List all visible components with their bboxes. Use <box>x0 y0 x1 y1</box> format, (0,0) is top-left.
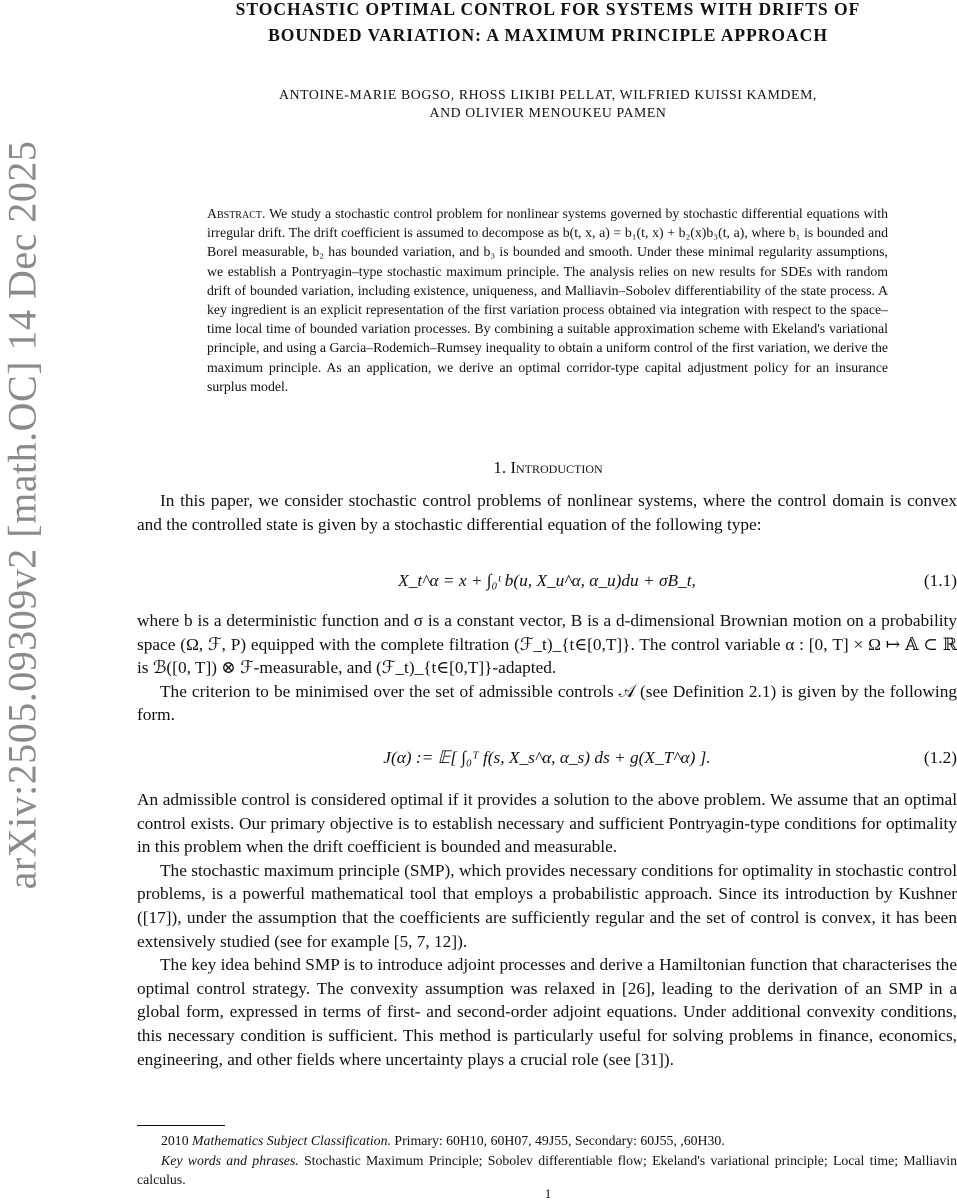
equation-1-2 <box>137 748 957 778</box>
equation-1-1 <box>137 571 957 601</box>
abstract-text: We study a stochastic control problem for nonlinear systems governed by stochastic differential equations with irregular drift. The drift coefficient is assumed to decompose as b(t, x, a) = b₁(t, x) + b₂(x)b₃(t, a), where b₁ is bounded and Borel measurable, b₂ has bounded variation, and b₃ is bounded and smooth. Under these minimal regularity assumptions, we establish a Pontryagin–type stochastic maximum principle. The analysis relies on new results for SDEs with random drift of bounded variation, including existence, uniqueness, and Malliavin–Sobolev differentiability of the state process. A key ingredient is an explicit representation of the first variation process obtained via integration with respect to the space–time local time of bounded variation processes. By combining a suitable approximation scheme with Ekeland's variational principle, and using a Garcia–Rodemich–Rumsey inequality to obtain a uniform control of the first variation, we derive the maximum principle. As an application, we derive an optimal corridor-type capital adjustment policy for an insurance surplus model. <box>207 206 888 394</box>
paragraph-4: An admissible control is considered optimal if it provides a solution to the above problem. We assume that an optimal control exists. Our primary objective is to establish necessary and sufficient Pontryagin-type conditions for optimality in this problem when the drift coefficient is bounded and measurable. <box>137 790 957 857</box>
equation-1-1-body: X_t^α = x + ∫₀ᵗ b(u, X_u^α, α_u)du + σB_t, <box>398 571 696 590</box>
paper-title <box>137 0 957 48</box>
authors-line-1: ANTOINE-MARIE BOGSO, RHOSS LIKIBI PELLAT, WILFRIED KUISSI KAMDEM, <box>279 87 817 102</box>
title-line-1: STOCHASTIC OPTIMAL CONTROL FOR SYSTEMS WITH DRIFTS OF <box>235 0 861 19</box>
page-number: 1 <box>544 1186 552 1201</box>
paragraph-1: In this paper, we consider stochastic control problems of nonlinear systems, where the control domain is convex and the controlled state is given by a stochastic differential equation of the following type: <box>137 491 957 534</box>
footnote-rule <box>137 1125 225 1126</box>
abstract-label: Abstract. <box>207 206 266 221</box>
abstract <box>207 204 888 396</box>
paragraph-3: The criterion to be minimised over the set of admissible controls 𝒜 (see Definition 2.1) is given by the following form. <box>137 681 957 725</box>
arxiv-identifier-sidebar: arXiv:2505.09309v2 [math.OC] 14 Dec 2025 <box>0 140 45 890</box>
equation-1-1-number: (1.1) <box>923 571 957 590</box>
title-line-2: BOUNDED VARIATION: A MAXIMUM PRINCIPLE APPROACH <box>268 25 828 45</box>
paragraph-5: The stochastic maximum principle (SMP), which provides necessary conditions for optimality in stochastic control problems, is a powerful mathematical tool that employs a probabilistic approach. Since its introduction by Kushner ([17]), under the assumption that the coefficients are sufficiently regular and the set of control is convex, it has been extensively studied (see for example [5, 7, 12]). <box>137 860 957 951</box>
authors <box>137 86 957 122</box>
equation-1-2-number: (1.2) <box>923 748 957 767</box>
paragraphs-4-6 <box>137 788 957 1071</box>
paragraph-6: The key idea behind SMP is to introduce adjoint processes and derive a Hamiltonian function that characterises the optimal control strategy. The convexity assumption was relaxed in [26], leading to the derivation of an SMP in a global form, expressed in terms of first- and second-order adjoint equations. Under additional convexity conditions, this necessary condition is sufficient. This method is particularly useful for solving problems in finance, economics, engineering, and other fields where uncertainty plays a crucial role (see [31]). <box>137 955 957 1069</box>
authors-line-2: AND OLIVIER MENOUKEU PAMEN <box>429 105 667 120</box>
paragraph-2: where b is a deterministic function and σ is a constant vector, B is a d-dimensional Brownian motion on a probability space (Ω, ℱ, P) equipped with the complete filtration (ℱ_t)_{t∈[0,T]}. The control variable α : [0, T] × Ω ↦ 𝔸 ⊂ ℝ is ℬ([0, T]) ⊗ ℱ-measurable, and (ℱ_t)_{t∈[0,T]}-adapted. The criterion to be minimised over the set of admissible controls 𝒜 (see Definition 2.1) is given by the following form. <box>137 609 957 727</box>
footnote: 2010 Mathematics Subject Classification. Primary: 60H10, 60H07, 49J55, Secondary: 60J55, ,60H30. Key words and phrases. Stochastic Maximum Principle; Sobolev differentiable flow; Ekeland's variational principle; Local time; Malliavin calculus. <box>137 1133 957 1187</box>
equation-1-2-body: J(α) := 𝔼[ ∫₀ᵀ f(s, X_s^α, α_s) ds + g(X_T^α) ]. <box>383 748 711 767</box>
section-heading: 1. Introduction <box>493 458 603 477</box>
